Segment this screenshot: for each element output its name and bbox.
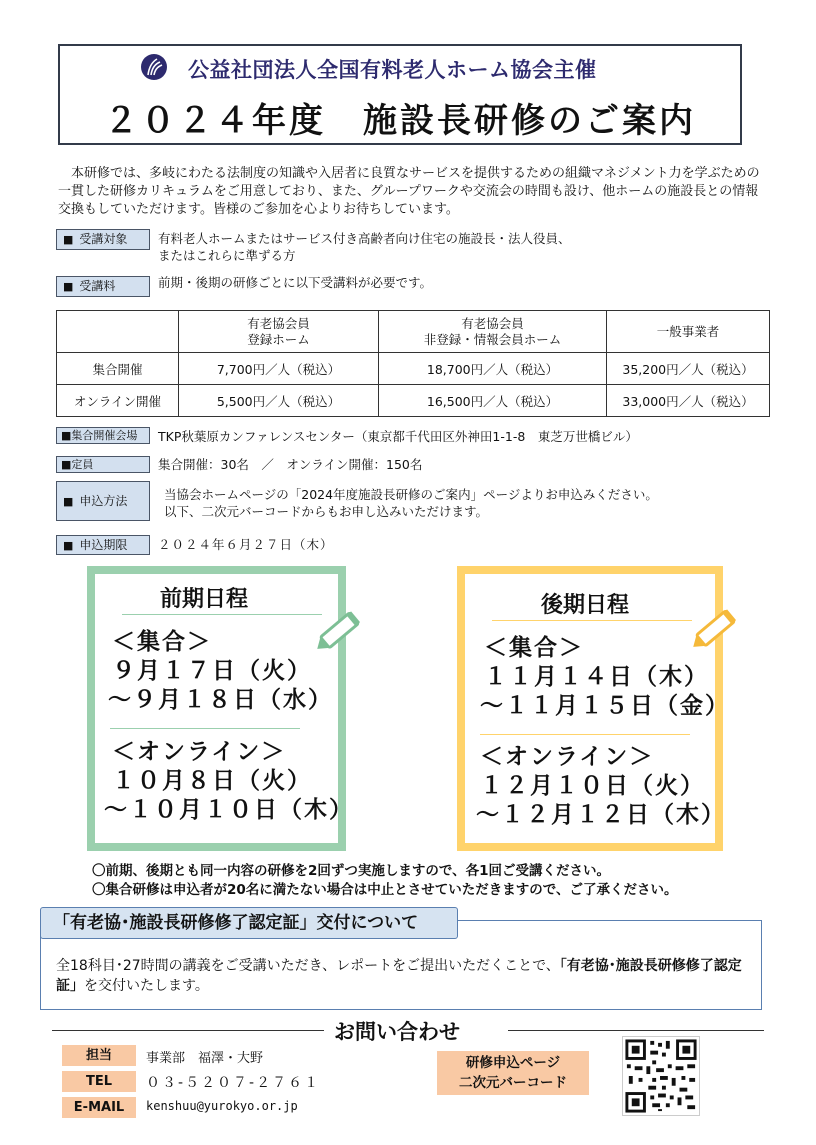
- pencil-icon: [310, 598, 372, 660]
- target-line-2: またはこれらに準ずる方: [158, 248, 296, 263]
- fee-table: [56, 310, 770, 417]
- header-general: 一般事業者: [656, 323, 720, 339]
- email-tag: E-MAIL: [62, 1097, 136, 1118]
- pencil-icon: [686, 596, 748, 658]
- venue-text: TKP秋葉原カンファレンスセンター（東京都千代田区外神田1-1-8 東芝万世橋ビル）: [158, 429, 638, 444]
- table-row: [57, 385, 770, 417]
- second-half-title: 後期日程: [541, 593, 630, 618]
- row-name: 集合開催: [57, 353, 179, 385]
- deadline-label-text: 申込期限: [79, 538, 128, 552]
- second-in-person-end: ～１１月１５日（金）: [480, 693, 730, 719]
- venue-label: ■集合開催会場: [56, 427, 150, 444]
- tel-tag: TEL: [62, 1071, 136, 1092]
- fee-table-header-cell: [57, 311, 179, 353]
- fee-text: 前期・後期の研修ごとに以下受講料が必要です。: [158, 275, 433, 290]
- capacity-label: ■定員: [56, 456, 150, 473]
- first-half-title: 前期日程: [160, 587, 249, 612]
- fee-table-header-cell: [179, 311, 379, 353]
- second-in-person-start: １１月１４日（木）: [484, 664, 709, 690]
- note-line-2: 〇集合研修は申込者が20名に満たない場合は中止とさせていただきますので、ご了承ください。: [92, 882, 678, 898]
- fee-cell: 18,700円／人（税込）: [379, 353, 607, 385]
- qr-code-icon[interactable]: [622, 1036, 700, 1116]
- fee-cell: 35,200円／人（税込）: [607, 353, 770, 385]
- first-in-person-end: ～９月１８日（水）: [108, 687, 333, 713]
- note-line-1: 〇前期、後期とも同一内容の研修を2回ずつ実施しますので、各1回ご受講ください。: [92, 863, 611, 879]
- qr-label-line-2: 二次元バーコード: [459, 1075, 567, 1091]
- first-online-end: ～１０月１０日（木）: [104, 797, 354, 823]
- second-in-person-label: ＜集合＞: [484, 635, 584, 661]
- first-online-label: ＜オンライン＞: [112, 739, 287, 765]
- header-nonregistered-line2: 非登録・情報会員ホーム: [423, 331, 562, 347]
- certificate-text-part2: を交付いたします。: [84, 978, 209, 994]
- second-online-start: １２月１０日（火）: [480, 773, 705, 799]
- fee-cell: 7,700円／人（税込）: [179, 353, 379, 385]
- apply-line-1: 当協会ホームページの「2024年度施設長研修のご案内」ページよりお申込みください。: [164, 487, 658, 502]
- fee-label-text: 受講料: [79, 279, 116, 293]
- deadline-text: ２０２４年６月２７日（木）: [158, 537, 334, 552]
- first-in-person-start: ９月１７日（火）: [112, 658, 312, 684]
- qr-label-line-1: 研修申込ページ: [465, 1055, 561, 1071]
- row-name: オンライン開催: [57, 385, 179, 417]
- email-value[interactable]: kenshuu@yurokyo.or.jp: [146, 1099, 298, 1113]
- fee-table-header-cell: [607, 311, 770, 353]
- schedule-notes: [92, 862, 678, 900]
- second-half-title-underline: [492, 620, 692, 621]
- page-title: ２０２４年度 施設長研修のご案内: [104, 101, 696, 141]
- header-registered-line2: 登録ホーム: [247, 331, 310, 347]
- second-online-label: ＜オンライン＞: [480, 744, 655, 770]
- organizer-text: 公益社団法人全国有料老人ホーム協会主催: [188, 58, 597, 82]
- fee-table-header-cell: [379, 311, 607, 353]
- certificate-text: [56, 956, 756, 996]
- first-in-person-label: ＜集合＞: [112, 629, 212, 655]
- capacity-text: 集合開催：30名 ／ オンライン開催：150名: [158, 457, 423, 472]
- target-line-1: 有料老人ホームまたはサービス付き高齢者向け住宅の施設長・法人役員、: [158, 231, 571, 246]
- fee-cell: 5,500円／人（税込）: [179, 385, 379, 417]
- target-label: [56, 229, 150, 250]
- apply-label-text: 申込方法: [79, 494, 128, 508]
- target-text: [158, 230, 571, 264]
- intro-paragraph: 本研修では、多岐にわたる法制度の知識や入居者に良質なサービスを提供するための組織マネジメント力を学ぶための一貫した研修カリキュラムをご用意しており、また、グループワークや交流会の時間も設け、他ホームの施設長との情報交換もしていただけます。皆様のご参加を心よりお待ちしています。: [58, 166, 760, 217]
- square-bullet-icon: ■: [63, 280, 74, 293]
- contact-title: お問い合わせ: [334, 1020, 460, 1044]
- first-half-divider: [110, 728, 300, 729]
- header-box: [58, 44, 742, 145]
- square-bullet-icon: ■: [63, 495, 74, 508]
- table-row: [57, 353, 770, 385]
- header-registered-line1: 有老協会員: [247, 315, 310, 331]
- first-online-start: １０月８日（火）: [112, 768, 312, 794]
- apply-line-2: 以下、二次元バーコードからもお申し込みいただけます。: [164, 504, 489, 519]
- fee-label: [56, 276, 150, 297]
- fee-cell: 33,000円／人（税込）: [607, 385, 770, 417]
- person-value: 事業部 福澤・大野: [146, 1051, 264, 1066]
- fee-cell: 16,500円／人（税込）: [379, 385, 607, 417]
- second-online-end: ～１２月１２日（木）: [476, 802, 726, 828]
- deadline-label: [56, 535, 150, 555]
- certificate-heading: 「有老協･施設長研修修了認定証」交付について: [40, 907, 458, 939]
- square-bullet-icon: ■: [63, 233, 74, 246]
- contact-divider-right: [508, 1030, 764, 1031]
- first-half-title-underline: [122, 614, 322, 615]
- certificate-text-bold: 「有老協･施設長研修修了認定証」: [56, 958, 742, 994]
- contact-divider-left: [52, 1030, 324, 1031]
- second-half-divider: [480, 734, 690, 735]
- tel-value[interactable]: ０３-５２０７-２７６１: [146, 1075, 321, 1091]
- person-tag: 担当: [62, 1045, 136, 1066]
- fee-table-header-row: [57, 311, 770, 353]
- apply-text: [164, 486, 658, 520]
- certificate-text-part1: 全18科目･27時間の講義をご受講いただき、レポートをご提出いただくことで、: [56, 958, 560, 974]
- apply-label: [56, 481, 150, 521]
- square-bullet-icon: ■: [63, 539, 74, 552]
- association-logo-icon: [140, 53, 168, 81]
- header-nonregistered-line1: 有老協会員: [461, 315, 524, 331]
- target-label-text: 受講対象: [79, 232, 128, 246]
- qr-code-label: [437, 1051, 589, 1095]
